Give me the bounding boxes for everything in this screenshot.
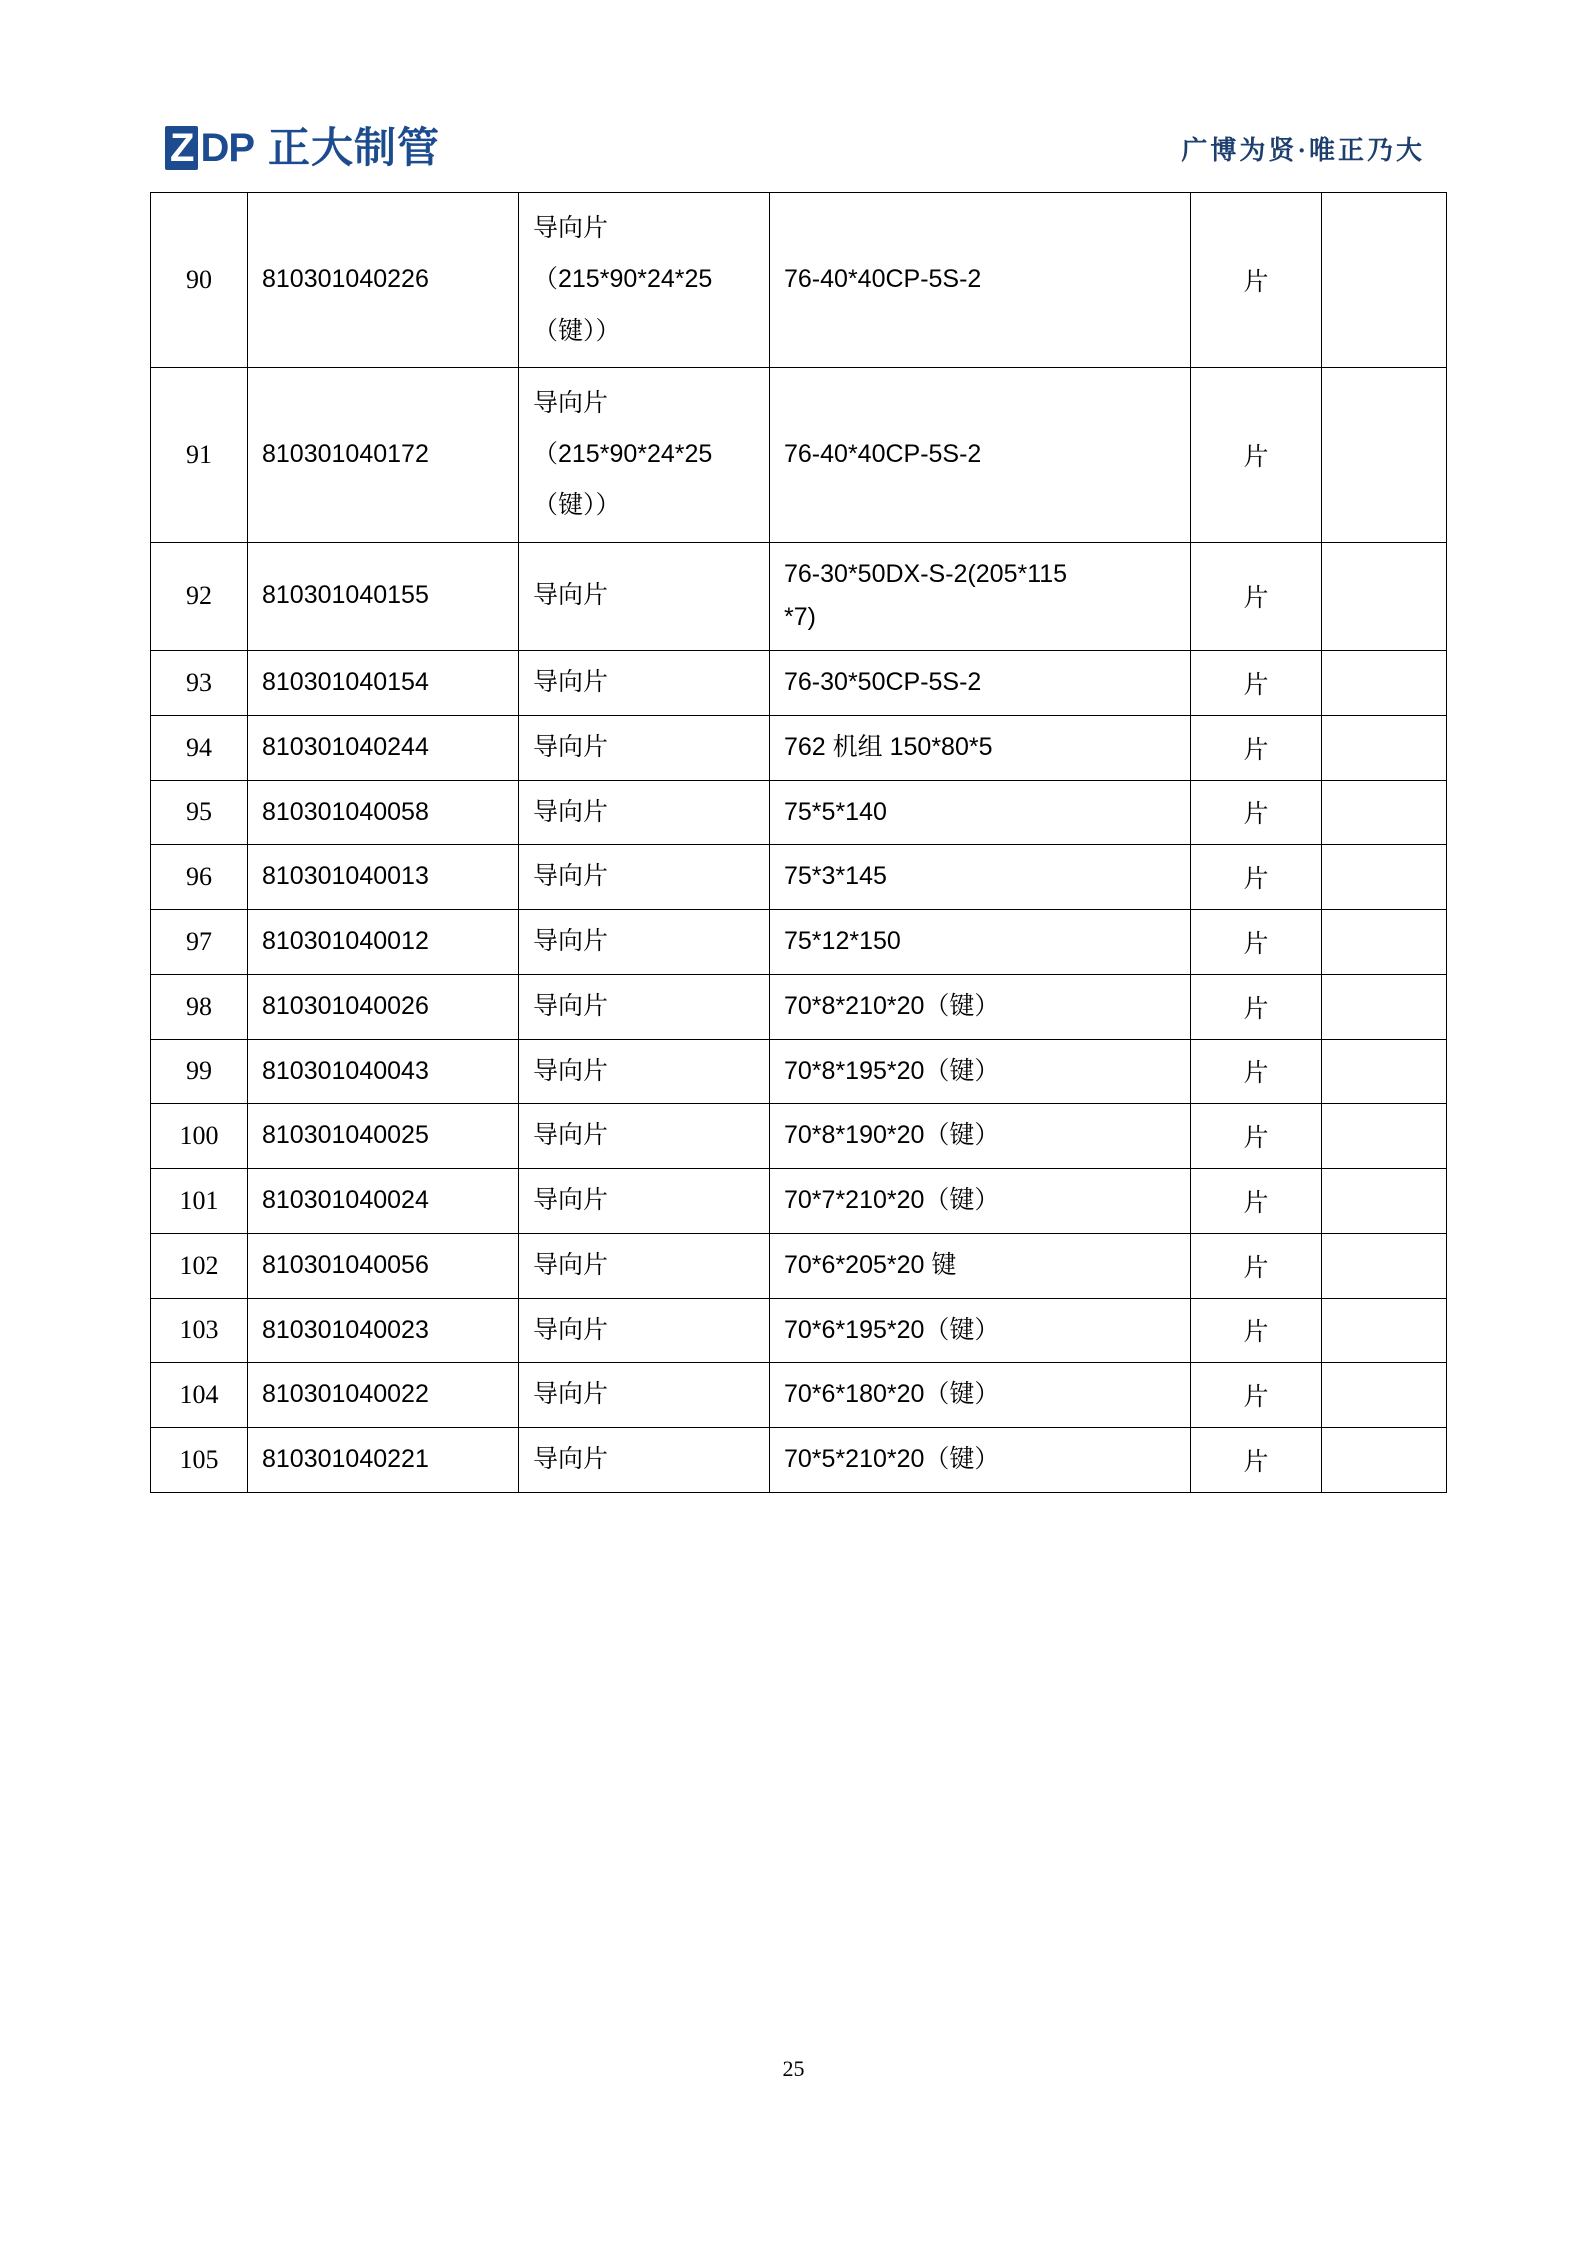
table-row [151,1428,1447,1493]
cell-qty [1322,1104,1447,1169]
cell-spec: 76-40*40CP-5S-2 [770,193,1191,368]
cell-qty [1322,1039,1447,1104]
cell-qty [1322,780,1447,845]
zdp-logo-icon [165,126,254,170]
cell-spec: 70*6*180*20（键） [770,1363,1191,1428]
cell-unit: 片 [1191,542,1322,651]
cell-unit: 片 [1191,845,1322,910]
cell-name: 导向片 [519,1039,770,1104]
cell-name: 导向片 [519,1298,770,1363]
cell-code: 810301040043 [248,1039,519,1104]
cell-index: 104 [151,1363,248,1428]
cell-code: 810301040026 [248,974,519,1039]
cell-unit: 片 [1191,1363,1322,1428]
cell-unit: 片 [1191,1233,1322,1298]
cell-spec: 75*3*145 [770,845,1191,910]
cell-index: 102 [151,1233,248,1298]
cell-name: 导向片 [519,651,770,716]
cell-index: 92 [151,542,248,651]
cell-name: 导向片 [519,974,770,1039]
cell-qty [1322,542,1447,651]
cell-unit: 片 [1191,367,1322,542]
cell-unit: 片 [1191,715,1322,780]
table-row [151,1363,1447,1428]
cell-code: 810301040022 [248,1363,519,1428]
cell-unit: 片 [1191,780,1322,845]
cell-unit: 片 [1191,1428,1322,1493]
cell-spec: 70*7*210*20（键） [770,1169,1191,1234]
cell-unit: 片 [1191,910,1322,975]
cell-name: 导向片 （215*90*24*25 （键）） [519,193,770,368]
cell-spec: 76-40*40CP-5S-2 [770,367,1191,542]
cell-unit: 片 [1191,651,1322,716]
company-name-cn: 正大制管 [268,124,441,171]
cell-index: 97 [151,910,248,975]
table-row [151,910,1447,975]
table-row [151,845,1447,910]
cell-index: 91 [151,367,248,542]
cell-spec: 76-30*50CP-5S-2 [770,651,1191,716]
cell-spec: 75*12*150 [770,910,1191,975]
cell-index: 99 [151,1039,248,1104]
cell-qty [1322,845,1447,910]
cell-spec: 70*6*205*20 键 [770,1233,1191,1298]
cell-spec: 75*5*140 [770,780,1191,845]
cell-unit: 片 [1191,1104,1322,1169]
cell-name: 导向片 [519,845,770,910]
cell-spec: 70*8*195*20（键） [770,1039,1191,1104]
table-row [151,193,1447,368]
parts-table [150,192,1447,1493]
cell-name: 导向片 （215*90*24*25 （键）） [519,367,770,542]
cell-code: 810301040023 [248,1298,519,1363]
cell-unit: 片 [1191,1298,1322,1363]
table-row [151,1169,1447,1234]
cell-spec: 70*5*210*20（键） [770,1428,1191,1493]
parts-table-container [150,192,1440,1493]
table-row [151,1104,1447,1169]
cell-spec: 76-30*50DX-S-2(205*115 *7) [770,542,1191,651]
cell-code: 810301040024 [248,1169,519,1234]
cell-qty [1322,193,1447,368]
cell-code: 810301040013 [248,845,519,910]
cell-spec: 70*8*190*20（键） [770,1104,1191,1169]
page-header [165,118,1425,178]
cell-code: 810301040244 [248,715,519,780]
cell-code: 810301040226 [248,193,519,368]
cell-qty [1322,1169,1447,1234]
cell-index: 105 [151,1428,248,1493]
cell-index: 98 [151,974,248,1039]
table-row [151,1233,1447,1298]
cell-code: 810301040155 [248,542,519,651]
cell-unit: 片 [1191,1039,1322,1104]
cell-code: 810301040172 [248,367,519,542]
cell-qty [1322,910,1447,975]
cell-name: 导向片 [519,1233,770,1298]
cell-qty [1322,1428,1447,1493]
cell-index: 101 [151,1169,248,1234]
cell-unit: 片 [1191,974,1322,1039]
cell-code: 810301040058 [248,780,519,845]
table-row [151,715,1447,780]
cell-qty [1322,651,1447,716]
cell-name: 导向片 [519,1104,770,1169]
cell-index: 90 [151,193,248,368]
table-row [151,1298,1447,1363]
table-row [151,974,1447,1039]
cell-spec: 70*8*210*20（键） [770,974,1191,1039]
cell-qty [1322,974,1447,1039]
table-row [151,367,1447,542]
cell-name: 导向片 [519,780,770,845]
page-number: 25 [782,2056,805,2081]
parts-table-body [151,193,1447,1493]
cell-index: 100 [151,1104,248,1169]
cell-code: 810301040012 [248,910,519,975]
company-slogan: 广博为贤·唯正乃大 [1181,135,1425,165]
cell-unit: 片 [1191,1169,1322,1234]
cell-name: 导向片 [519,1169,770,1234]
cell-qty [1322,1363,1447,1428]
cell-unit: 片 [1191,193,1322,368]
cell-name: 导向片 [519,1428,770,1493]
cell-name: 导向片 [519,1363,770,1428]
cell-code: 810301040025 [248,1104,519,1169]
cell-index: 94 [151,715,248,780]
cell-name: 导向片 [519,715,770,780]
table-row [151,1039,1447,1104]
cell-qty [1322,1233,1447,1298]
cell-index: 93 [151,651,248,716]
cell-code: 810301040056 [248,1233,519,1298]
cell-index: 95 [151,780,248,845]
company-logo [165,126,440,170]
cell-spec: 762 机组 150*80*5 [770,715,1191,780]
cell-name: 导向片 [519,910,770,975]
cell-index: 96 [151,845,248,910]
cell-code: 810301040154 [248,651,519,716]
table-row [151,542,1447,651]
cell-spec: 70*6*195*20（键） [770,1298,1191,1363]
table-row [151,651,1447,716]
cell-code: 810301040221 [248,1428,519,1493]
logo-z-letter: Z [165,126,198,170]
cell-qty [1322,1298,1447,1363]
cell-index: 103 [151,1298,248,1363]
logo-dp-letters: DP [200,126,255,170]
cell-qty [1322,367,1447,542]
table-row [151,780,1447,845]
cell-name: 导向片 [519,542,770,651]
cell-qty [1322,715,1447,780]
